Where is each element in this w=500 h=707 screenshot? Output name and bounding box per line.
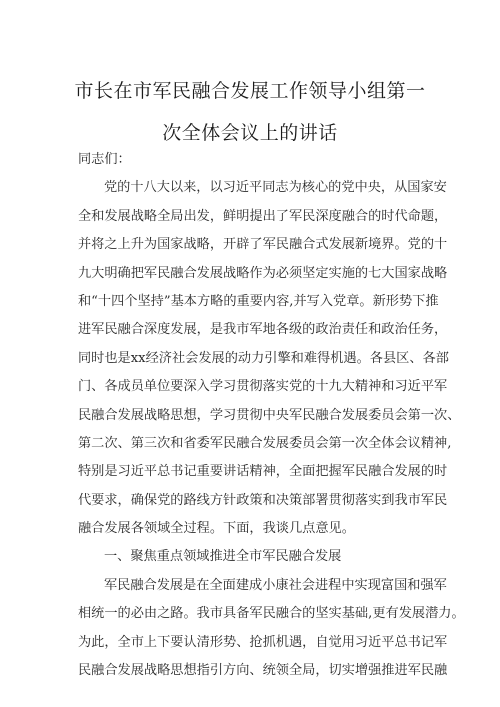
section-heading: 一、聚焦重点领域推进全市军民融合发展	[104, 549, 342, 565]
paragraph-line: 为此，全市上下要认清形势、抢抓机遇，自觉用习近平总书记军	[78, 634, 448, 650]
document-title-line-1: 市长在市军民融合发展工作领导小组第一	[74, 80, 426, 102]
salutation: 同志们：	[78, 152, 131, 167]
paragraph-line: 军民融合发展是在全面建成小康社会进程中实现富国和强军	[104, 577, 447, 593]
paragraph-line: 民融合发展战略思想指引方向、统领全局，切实增强推进军民融	[78, 663, 448, 679]
paragraph-line: 同时也是xx经济社会发展的动力引擎和难得机遇。各县区、各部	[78, 350, 449, 366]
paragraph-line: 特别是习近平总书记重要讲话精神，全面把握军民融合发展的时	[78, 464, 448, 480]
paragraph-line: 并将之上升为国家战略，开辟了军民融合式发展新境界。党的十	[78, 237, 448, 253]
paragraph-line: 和“十四个坚持”基本方略的重要内容,并写入党章。新形势下推	[78, 293, 439, 309]
paragraph-line: 第二次、第三次和省委军民融合发展委员会第一次全体会议精神,	[78, 435, 452, 451]
paragraph-line: 代要求，确保党的路线方针政策和决策部署贯彻落实到我市军民	[78, 492, 448, 508]
paragraph-line: 相统一的必由之路。我市具备军民融合的坚实基础,更有发展潜力。	[78, 606, 465, 622]
paragraph-line: 全和发展战略全局出发，鲜明提出了军民深度融合的时代命题，	[78, 208, 448, 224]
paragraph-line: 民融合发展战略思想，学习贯彻中央军民融合发展委员会第一次、	[78, 407, 461, 423]
paragraph-line: 九大明确把军民融合发展战略作为必须坚定实施的七大国家战略	[78, 265, 448, 281]
paragraph-line: 进军民融合深度发展，是我市军地各级的政治责任和政治任务，	[78, 322, 448, 338]
paragraph-line: 融合发展各领域全过程。下面，我谈几点意见。	[78, 521, 355, 537]
paragraph-line: 党的十八大以来，以习近平同志为核心的党中央，从国家安	[104, 180, 447, 196]
document-title-line-2: 次全体会议上的讲话	[162, 122, 338, 144]
paragraph-line: 门、各成员单位要深入学习贯彻落实党的十九大精神和习近平军	[78, 379, 448, 395]
document-body	[78, 146, 465, 685]
